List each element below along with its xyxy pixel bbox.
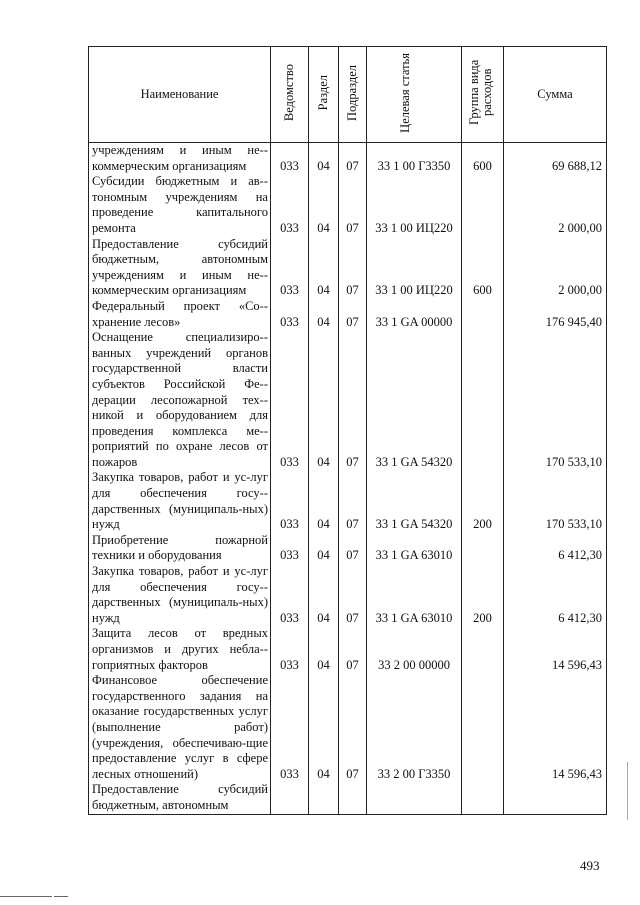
scan-mark — [0, 896, 52, 897]
row-article-cell: 33 2 00 Г3350 — [367, 673, 462, 782]
row-name-cell: Защита лесов от вредных организмов и других небла-гоприятных факторов — [89, 626, 271, 673]
row-subsection-cell: 07 — [339, 299, 367, 330]
row-article-cell: 33 1 GA 00000 — [367, 299, 462, 330]
scan-mark — [54, 896, 68, 897]
row-sum-cell: 14 596,43 — [504, 626, 607, 673]
row-section-cell: 04 — [309, 533, 339, 564]
row-section-cell: 04 — [309, 237, 339, 299]
table-row — [89, 299, 607, 330]
row-subsection-cell: 07 — [339, 330, 367, 470]
row-section-cell: 04 — [309, 143, 339, 175]
table-row — [89, 237, 607, 299]
header-subsection-text: Подраздел — [344, 64, 359, 121]
row-sum-cell: 176 945,40 — [504, 299, 607, 330]
row-group-cell: 200 — [462, 564, 504, 626]
header-dept — [271, 47, 309, 143]
row-dept-cell: 033 — [271, 470, 309, 532]
row-section-cell — [309, 782, 339, 814]
row-article-cell: 33 1 GA 63010 — [367, 533, 462, 564]
row-group-cell — [462, 782, 504, 814]
header-article — [367, 47, 462, 143]
table-row — [89, 673, 607, 782]
row-sum-cell: 14 596,43 — [504, 673, 607, 782]
row-subsection-cell: 07 — [339, 533, 367, 564]
header-sum-text: Сумма — [537, 87, 573, 101]
row-dept-cell: 033 — [271, 174, 309, 236]
row-section-cell: 04 — [309, 564, 339, 626]
scan-edge-line — [627, 762, 628, 820]
row-subsection-cell: 07 — [339, 564, 367, 626]
row-group-cell: 600 — [462, 143, 504, 175]
table-row — [89, 533, 607, 564]
header-group — [462, 47, 504, 143]
row-article-cell: 33 1 GA 54320 — [367, 330, 462, 470]
row-section-cell: 04 — [309, 673, 339, 782]
row-name-cell: Оснащение специализиро-ванных учреждений органов государственной власти субъектов Российской Фе-дерации лесопожарной тех-никой и оборудованием для проведения комплекса ме-роприятий по охране лесов от пожаров — [89, 330, 271, 470]
row-subsection-cell: 07 — [339, 237, 367, 299]
row-article-cell: 33 1 00 Г3350 — [367, 143, 462, 175]
row-section-cell: 04 — [309, 299, 339, 330]
row-name-cell: Закупка товаров, работ и ус-луг для обеспечения госу-дарственных (муниципаль-ных) нужд — [89, 470, 271, 532]
row-section-cell: 04 — [309, 626, 339, 673]
row-group-cell: 200 — [462, 470, 504, 532]
header-group-text: Группа вида расходов — [466, 59, 494, 126]
row-subsection-cell — [339, 782, 367, 814]
row-dept-cell: 033 — [271, 143, 309, 175]
row-section-cell: 04 — [309, 330, 339, 470]
row-dept-cell: 033 — [271, 673, 309, 782]
header-name — [89, 47, 271, 143]
table-header-row — [89, 47, 607, 143]
row-sum-cell: 170 533,10 — [504, 330, 607, 470]
row-name-cell: Предоставление субсидий бюджетным, автономным — [89, 782, 271, 814]
header-name-text: Наименование — [140, 87, 219, 101]
row-article-cell: 33 1 GA 63010 — [367, 564, 462, 626]
table-row — [89, 782, 607, 814]
row-sum-cell: 6 412,30 — [504, 564, 607, 626]
table-row — [89, 564, 607, 626]
row-article-cell: 33 1 00 ИЦ220 — [367, 174, 462, 236]
row-group-cell: 600 — [462, 237, 504, 299]
row-article-cell: 33 1 00 ИЦ220 — [367, 237, 462, 299]
row-sum-cell: 2 000,00 — [504, 174, 607, 236]
row-subsection-cell: 07 — [339, 143, 367, 175]
header-section — [309, 47, 339, 143]
table-row — [89, 626, 607, 673]
row-name-cell: учреждениям и иным не-коммерческим организациям — [89, 143, 271, 175]
row-dept-cell: 033 — [271, 626, 309, 673]
header-sum — [504, 47, 607, 143]
header-article-text: Целевая статья — [398, 52, 412, 133]
row-name-cell: Приобретение пожарной техники и оборудования — [89, 533, 271, 564]
table-row — [89, 330, 607, 470]
header-section-text: Раздел — [315, 74, 330, 111]
row-article-cell — [367, 782, 462, 814]
row-group-cell — [462, 174, 504, 236]
row-group-cell — [462, 533, 504, 564]
row-article-cell: 33 2 00 00000 — [367, 626, 462, 673]
row-sum-cell: 69 688,12 — [504, 143, 607, 175]
header-subsection — [339, 47, 367, 143]
row-group-cell — [462, 299, 504, 330]
row-section-cell: 04 — [309, 174, 339, 236]
row-dept-cell: 033 — [271, 533, 309, 564]
row-dept-cell — [271, 782, 309, 814]
row-dept-cell: 033 — [271, 330, 309, 470]
row-name-cell: Финансовое обеспечение государственного задания на оказание государственных услуг (выполнение работ) (учреждения, обеспечиваю-щие предоставление услуг в сфере лесных отношений) — [89, 673, 271, 782]
table-row — [89, 143, 607, 175]
header-dept-text: Ведомство — [281, 63, 296, 122]
row-name-cell: Федеральный проект «Со-хранение лесов» — [89, 299, 271, 330]
row-name-cell: Закупка товаров, работ и ус-луг для обеспечения госу-дарственных (муниципаль-ных) нужд — [89, 564, 271, 626]
row-article-cell: 33 1 GA 54320 — [367, 470, 462, 532]
row-subsection-cell: 07 — [339, 626, 367, 673]
row-dept-cell: 033 — [271, 564, 309, 626]
row-sum-cell: 170 533,10 — [504, 470, 607, 532]
budget-table — [88, 46, 607, 815]
table-row — [89, 174, 607, 236]
row-sum-cell: 6 412,30 — [504, 533, 607, 564]
row-sum-cell — [504, 782, 607, 814]
page-number: 493 — [580, 858, 600, 873]
row-subsection-cell: 07 — [339, 174, 367, 236]
row-dept-cell: 033 — [271, 299, 309, 330]
row-dept-cell: 033 — [271, 237, 309, 299]
row-group-cell — [462, 673, 504, 782]
row-subsection-cell: 07 — [339, 673, 367, 782]
row-group-cell — [462, 330, 504, 470]
row-section-cell: 04 — [309, 470, 339, 532]
row-name-cell: Предоставление субсидий бюджетным, автономным учреждениям и иным не-коммерческим организациям — [89, 237, 271, 299]
row-sum-cell: 2 000,00 — [504, 237, 607, 299]
table-row — [89, 470, 607, 532]
row-subsection-cell: 07 — [339, 470, 367, 532]
row-group-cell — [462, 626, 504, 673]
row-name-cell: Субсидии бюджетным и ав-тономным учреждениям на проведение капитального ремонта — [89, 174, 271, 236]
